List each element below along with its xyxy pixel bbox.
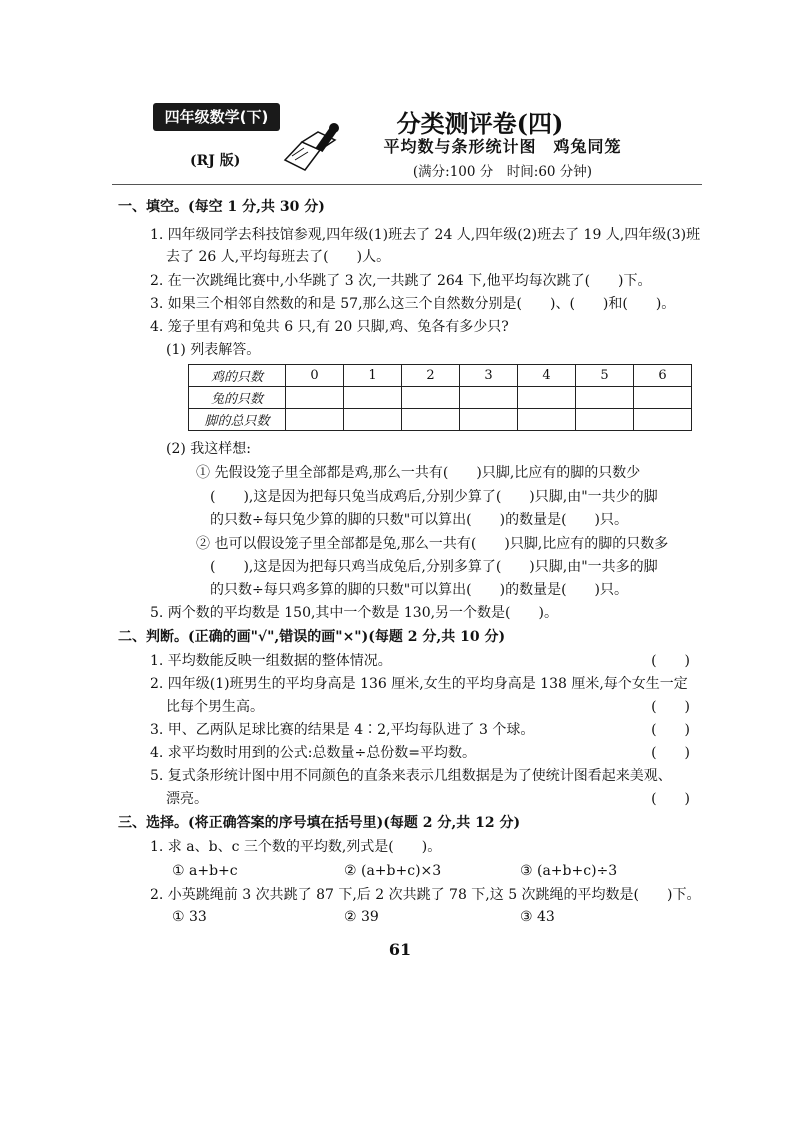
reasoning-b-line3: 的只数÷每只鸡多算的脚的只数"可以算出( )的数量是( )只。 <box>210 582 629 598</box>
reasoning-a-line3: 的只数÷每只兔少算的脚的只数"可以算出( )的数量是( )只。 <box>210 512 629 528</box>
table-cell: 1 <box>344 365 402 387</box>
table-cell[interactable] <box>634 409 692 431</box>
question-1-3: 3. 如果三个相邻自然数的和是 57,那么这三个自然数分别是( )、( )和( )。 <box>150 296 676 312</box>
table-cell[interactable] <box>518 409 576 431</box>
table-cell: 2 <box>402 365 460 387</box>
table-row <box>189 409 692 431</box>
question-3-1: 1. 求 a、b、c 三个数的平均数,列式是( )。 <box>150 839 442 855</box>
question-3-2: 2. 小英跳绳前 3 次共跳了 87 下,后 2 次共跳了 78 下,这 5 次跳绳的平均数是( )下。 <box>150 887 701 903</box>
answer-paren[interactable]: ( ) <box>651 791 690 807</box>
table-cell[interactable] <box>286 387 344 409</box>
option-item[interactable]: ③ 43 <box>520 909 555 925</box>
question-1-1-line2: 去了 26 人,平均每班去了( )人。 <box>166 249 391 265</box>
paper-title: 分类测评卷(四) <box>396 109 564 138</box>
question-1-5: 5. 两个数的平均数是 150,其中一个数是 130,另一个数是( )。 <box>150 605 558 621</box>
reasoning-a-line2: ( ),这是因为把每只兔当成鸡后,分别少算了( )只脚,由"一共少的脚 <box>210 489 658 505</box>
option-item[interactable]: ② 39 <box>344 909 379 925</box>
table-cell: 4 <box>518 365 576 387</box>
chicken-rabbit-table <box>188 364 692 431</box>
table-cell[interactable] <box>460 409 518 431</box>
table-row-header: 鸡的只数 <box>189 365 286 387</box>
option-item[interactable]: ② (a+b+c)×3 <box>344 863 442 879</box>
table-cell[interactable] <box>402 409 460 431</box>
reasoning-b-line1: ② 也可以假设笼子里全部都是兔,那么一共有( )只脚,比应有的脚的只数多 <box>196 536 669 552</box>
option-item[interactable]: ① a+b+c <box>172 863 238 879</box>
section-3-heading: 三、选择。(将正确答案的序号填在括号里)(每题 2 分,共 12 分) <box>118 815 521 831</box>
table-cell[interactable] <box>402 387 460 409</box>
question-2-3: 3. 甲、乙两队足球比赛的结果是 4∶2,平均每队进了 3 个球。 <box>150 722 535 738</box>
table-cell: 6 <box>634 365 692 387</box>
reasoning-b-line2: ( ),这是因为把每只鸡当成兔后,分别多算了( )只脚,由"一共多的脚 <box>210 559 658 575</box>
table-row <box>189 387 692 409</box>
answer-paren[interactable]: ( ) <box>651 745 690 761</box>
table-cell[interactable] <box>344 409 402 431</box>
question-2-5-line1: 5. 复式条形统计图中用不同颜色的直条来表示几组数据是为了使统计图看起来美观、 <box>150 768 672 784</box>
answer-paren[interactable]: ( ) <box>651 722 690 738</box>
question-2-2-line2: 比每个男生高。 <box>166 699 264 715</box>
paper-subtitle: 平均数与条形统计图 鸡兔同笼 <box>383 137 622 156</box>
table-row <box>189 365 692 387</box>
question-1-1-line1: 1. 四年级同学去科技馆参观,四年级(1)班去了 24 人,四年级(2)班去了 19 人,四年级(3)班 <box>150 227 701 243</box>
table-cell[interactable] <box>576 387 634 409</box>
table-cell[interactable] <box>344 387 402 409</box>
question-1-4-part1: (1) 列表解答。 <box>166 342 261 358</box>
table-row-header: 兔的只数 <box>189 387 286 409</box>
question-1-2: 2. 在一次跳绳比赛中,小华跳了 3 次,一共跳了 264 下,他平均每次跳了( )下。 <box>150 273 652 289</box>
question-2-1: 1. 平均数能反映一组数据的整体情况。 <box>150 653 392 669</box>
table-cell: 3 <box>460 365 518 387</box>
answer-paren[interactable]: ( ) <box>651 653 690 669</box>
question-2-4: 4. 求平均数时用到的公式:总数量÷总份数=平均数。 <box>150 745 476 761</box>
option-item[interactable]: ① 33 <box>172 909 207 925</box>
table-row-header: 脚的总只数 <box>189 409 286 431</box>
section-1-heading: 一、填空。(每空 1 分,共 30 分) <box>118 199 325 215</box>
table-cell[interactable] <box>518 387 576 409</box>
section-2-heading: 二、判断。(正确的画"√",错误的画"×")(每题 2 分,共 10 分) <box>118 629 506 645</box>
table-cell[interactable] <box>576 409 634 431</box>
table-cell: 5 <box>576 365 634 387</box>
table-cell[interactable] <box>460 387 518 409</box>
table-cell: 0 <box>286 365 344 387</box>
edition-label: (RJ 版) <box>190 153 241 169</box>
table-cell[interactable] <box>286 409 344 431</box>
question-2-2-line1: 2. 四年级(1)班男生的平均身高是 136 厘米,女生的平均身高是 138 厘米,每个女生一定 <box>150 676 688 692</box>
answer-paren[interactable]: ( ) <box>651 699 690 715</box>
paper-meta: (满分:100 分 时间:60 分钟) <box>412 164 593 180</box>
grade-badge: 四年级数学(下) <box>153 103 280 131</box>
table-cell[interactable] <box>634 387 692 409</box>
question-1-4: 4. 笼子里有鸡和兔共 6 只,有 20 只脚,鸡、兔各有多少只? <box>150 319 509 335</box>
reasoning-a-line1: ① 先假设笼子里全部都是鸡,那么一共有( )只脚,比应有的脚的只数少 <box>196 465 641 481</box>
header-divider <box>112 184 702 185</box>
page-number: 61 <box>388 940 412 959</box>
question-1-4-part2: (2) 我这样想: <box>166 441 251 457</box>
question-2-5-line2: 漂亮。 <box>166 791 208 807</box>
option-item[interactable]: ③ (a+b+c)÷3 <box>520 863 618 879</box>
